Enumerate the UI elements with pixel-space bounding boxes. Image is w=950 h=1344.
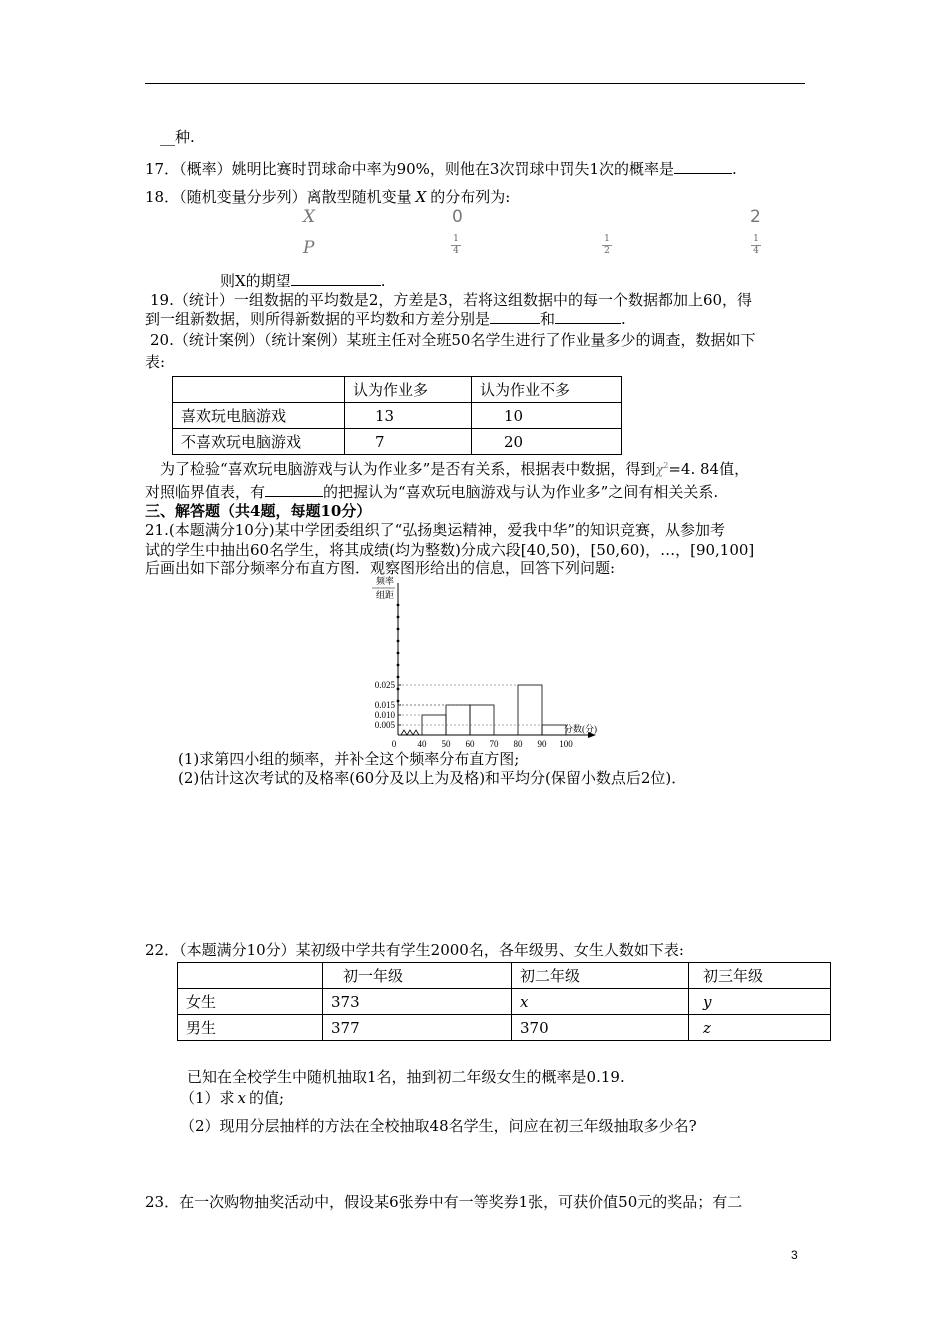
y-axis-dot	[397, 628, 400, 631]
q23-line1: 23．在一次购物抽奖活动中，假设某6张券中有一等奖券1张，可获价值50元的奖品；有二	[145, 1193, 743, 1211]
table-row	[173, 429, 622, 455]
histogram-bar	[542, 725, 566, 735]
q21-line1: 21.(本题满分10分)某中学团委组织了“弘扬奥运精神，爱我中华”的知识竞赛，从参加考	[145, 521, 725, 539]
table-row	[178, 989, 831, 1015]
y-axis-dot	[397, 688, 400, 691]
y-label-top: 频率	[375, 576, 394, 586]
q18-expect-text: 则X的期望	[220, 272, 291, 290]
y-axis-dot	[397, 640, 400, 643]
q20-after1	[160, 456, 749, 481]
y-axis-dot	[397, 604, 400, 607]
x-tick-label: 40	[417, 739, 427, 749]
q17-text: 17．（概率）姚明比赛时罚球命中率为90%，则他在3次罚球中罚失1次的概率是	[145, 160, 675, 178]
y-axis-dot	[397, 652, 400, 655]
table-cell: 不喜欢玩电脑游戏	[173, 429, 345, 455]
page-number: 3	[791, 1248, 798, 1262]
q20-line1: 20.（统计案例）（统计案例）某班主任对全班50名学生进行了作业量多少的调查，数据如下	[150, 331, 756, 349]
q19-line1: 19.（统计）一组数据的平均数是2，方差是3，若将这组数据中的每一个数据都加上60，得	[150, 291, 753, 309]
y-label-bottom: 组距	[375, 590, 394, 600]
table-row	[178, 1015, 831, 1041]
q22-table	[177, 962, 831, 1041]
q21-sub1: (1)求第四小组的频率，并补全这个频率分布直方图;	[178, 750, 520, 768]
table-cell: 喜欢玩电脑游戏	[173, 403, 345, 429]
q20-after2	[145, 482, 718, 502]
q20-after2a: 对照临界值表，有	[145, 483, 266, 501]
y-axis-dot	[397, 700, 400, 703]
q20-after2b: 的把握认为“喜欢玩电脑游戏与认为作业多”之间有相关关系.	[323, 483, 719, 501]
table-cell: 认为作业多	[345, 377, 472, 403]
q18-var: X	[415, 188, 427, 206]
table-row	[178, 963, 831, 989]
q20-line2: 表:	[145, 353, 166, 371]
table-cell: y	[689, 989, 831, 1015]
table-cell: 377	[323, 1015, 512, 1041]
table-row	[173, 403, 622, 429]
header-fragment: __种.	[160, 128, 195, 146]
q22-line1: 22．（本题满分10分）某初级中学共有学生2000名，各年级男、女生人数如下表:	[145, 941, 684, 959]
q18-row-x-label: X	[303, 207, 316, 227]
q22-sub1b: 的值;	[249, 1089, 285, 1107]
table-cell: x	[512, 989, 689, 1015]
table-cell: 女生	[178, 989, 323, 1015]
y-tick-label: 0.015	[374, 700, 395, 710]
q21-sub2: (2)估计这次考试的及格率(60分及以上为及格)和平均分(保留小数点后2位)．	[178, 769, 687, 787]
q20-after1a: 为了检验“喜欢玩电脑游戏与认为作业多”是否有关系，根据表中数据，得到	[160, 460, 656, 478]
y-axis-dot	[397, 664, 400, 667]
axis-break	[401, 730, 419, 735]
q18-row-p-label: P	[303, 238, 315, 258]
x-tick-label: 60	[465, 739, 475, 749]
y-tick-label: 0.010	[374, 710, 395, 720]
table-cell	[178, 963, 323, 989]
y-axis-dot	[397, 616, 400, 619]
q22-sub1	[180, 1088, 284, 1108]
q18-text-b: 的分布列为:	[430, 188, 511, 206]
table-cell: 初二年级	[512, 963, 689, 989]
y-axis-dot	[397, 676, 400, 679]
prob-0-denominator: 4	[451, 245, 461, 257]
header-rule	[145, 83, 805, 84]
q22-sub1a: （1）求	[180, 1089, 235, 1107]
q19-blank-1	[490, 309, 540, 324]
q18-prob-2	[751, 234, 761, 257]
q17-blank	[674, 159, 732, 174]
q20-blank	[265, 482, 323, 497]
question-17	[145, 159, 737, 179]
q18-expectation	[220, 271, 385, 291]
q19-line2b: 和	[540, 310, 556, 328]
x-tick-label: 70	[489, 739, 499, 749]
table-cell: 认为作业不多	[472, 377, 622, 403]
table-cell: z	[689, 1015, 831, 1041]
prob-1-denominator: 2	[602, 245, 612, 257]
histogram-chart	[360, 575, 620, 750]
prob-1-numerator: 1	[604, 234, 610, 244]
q19-blank-2	[555, 309, 621, 324]
chi-superscript: 2	[663, 461, 669, 470]
q21-line2: 试的学生中抽出60名学生，将其成绩(均为整数)分成六段[40,50)，[50,60)，…，[90,100]	[145, 541, 755, 559]
q18-expect-end: .	[380, 272, 386, 290]
table-cell: 20	[472, 429, 622, 455]
q18-prob-0	[451, 234, 461, 257]
y-tick-label: 0.005	[374, 720, 395, 730]
x-tick-label: 90	[537, 739, 547, 749]
q19-line2a: 到一组新数据，则所得新数据的平均数和方差分别是	[145, 310, 491, 328]
table-cell	[173, 377, 345, 403]
x-tick-label: 100	[559, 739, 573, 749]
table-cell: 男生	[178, 1015, 323, 1041]
q22-sub1-var: x	[237, 1089, 247, 1107]
q18-value-1: 2	[750, 207, 761, 227]
origin-label: 0	[391, 739, 397, 749]
section-3-title: 三、解答题（共4题，每题10分）	[145, 502, 372, 520]
q22-after1: 已知在全校学生中随机抽取1名，抽到初二年级女生的概率是0.19.	[187, 1068, 625, 1086]
histogram-bar	[518, 685, 542, 735]
q20-table	[172, 376, 622, 455]
x-axis-label: 分数(分)	[564, 724, 597, 734]
histogram-bar	[470, 705, 494, 735]
question-18	[145, 187, 510, 207]
q18-prob-1	[602, 234, 612, 257]
q17-end: .	[732, 160, 737, 178]
y-tick-label: 0.025	[374, 680, 395, 690]
table-cell: 初三年级	[689, 963, 831, 989]
prob-0-numerator: 1	[453, 234, 459, 244]
table-cell: 7	[345, 429, 472, 455]
q20-after1b: =4. 84值，	[668, 460, 750, 478]
q18-expect-blank	[291, 271, 381, 286]
prob-2-numerator: 1	[753, 234, 759, 244]
prob-2-denominator: 4	[751, 245, 761, 257]
histogram-bar	[446, 705, 470, 735]
table-cell: 10	[472, 403, 622, 429]
table-cell: 13	[345, 403, 472, 429]
x-tick-label: 50	[441, 739, 451, 749]
q18-text-a: 18．（随机变量分步列）离散型随机变量	[145, 188, 412, 206]
table-cell: 初一年级	[323, 963, 512, 989]
q22-sub2: （2）现用分层抽样的方法在全校抽取48名学生，问应在初三年级抽取多少名?	[180, 1117, 697, 1135]
q21-line3: 后画出如下部分频率分布直方图．观察图形给出的信息，回答下列问题:	[145, 559, 616, 577]
q19-line2c: .	[621, 310, 626, 328]
q19-line2	[145, 309, 626, 329]
x-tick-label: 80	[513, 739, 523, 749]
table-row	[173, 377, 622, 403]
table-cell: 370	[512, 1015, 689, 1041]
chi-symbol: χ	[655, 463, 664, 478]
q18-value-0: 0	[452, 207, 463, 227]
table-cell: 373	[323, 989, 512, 1015]
